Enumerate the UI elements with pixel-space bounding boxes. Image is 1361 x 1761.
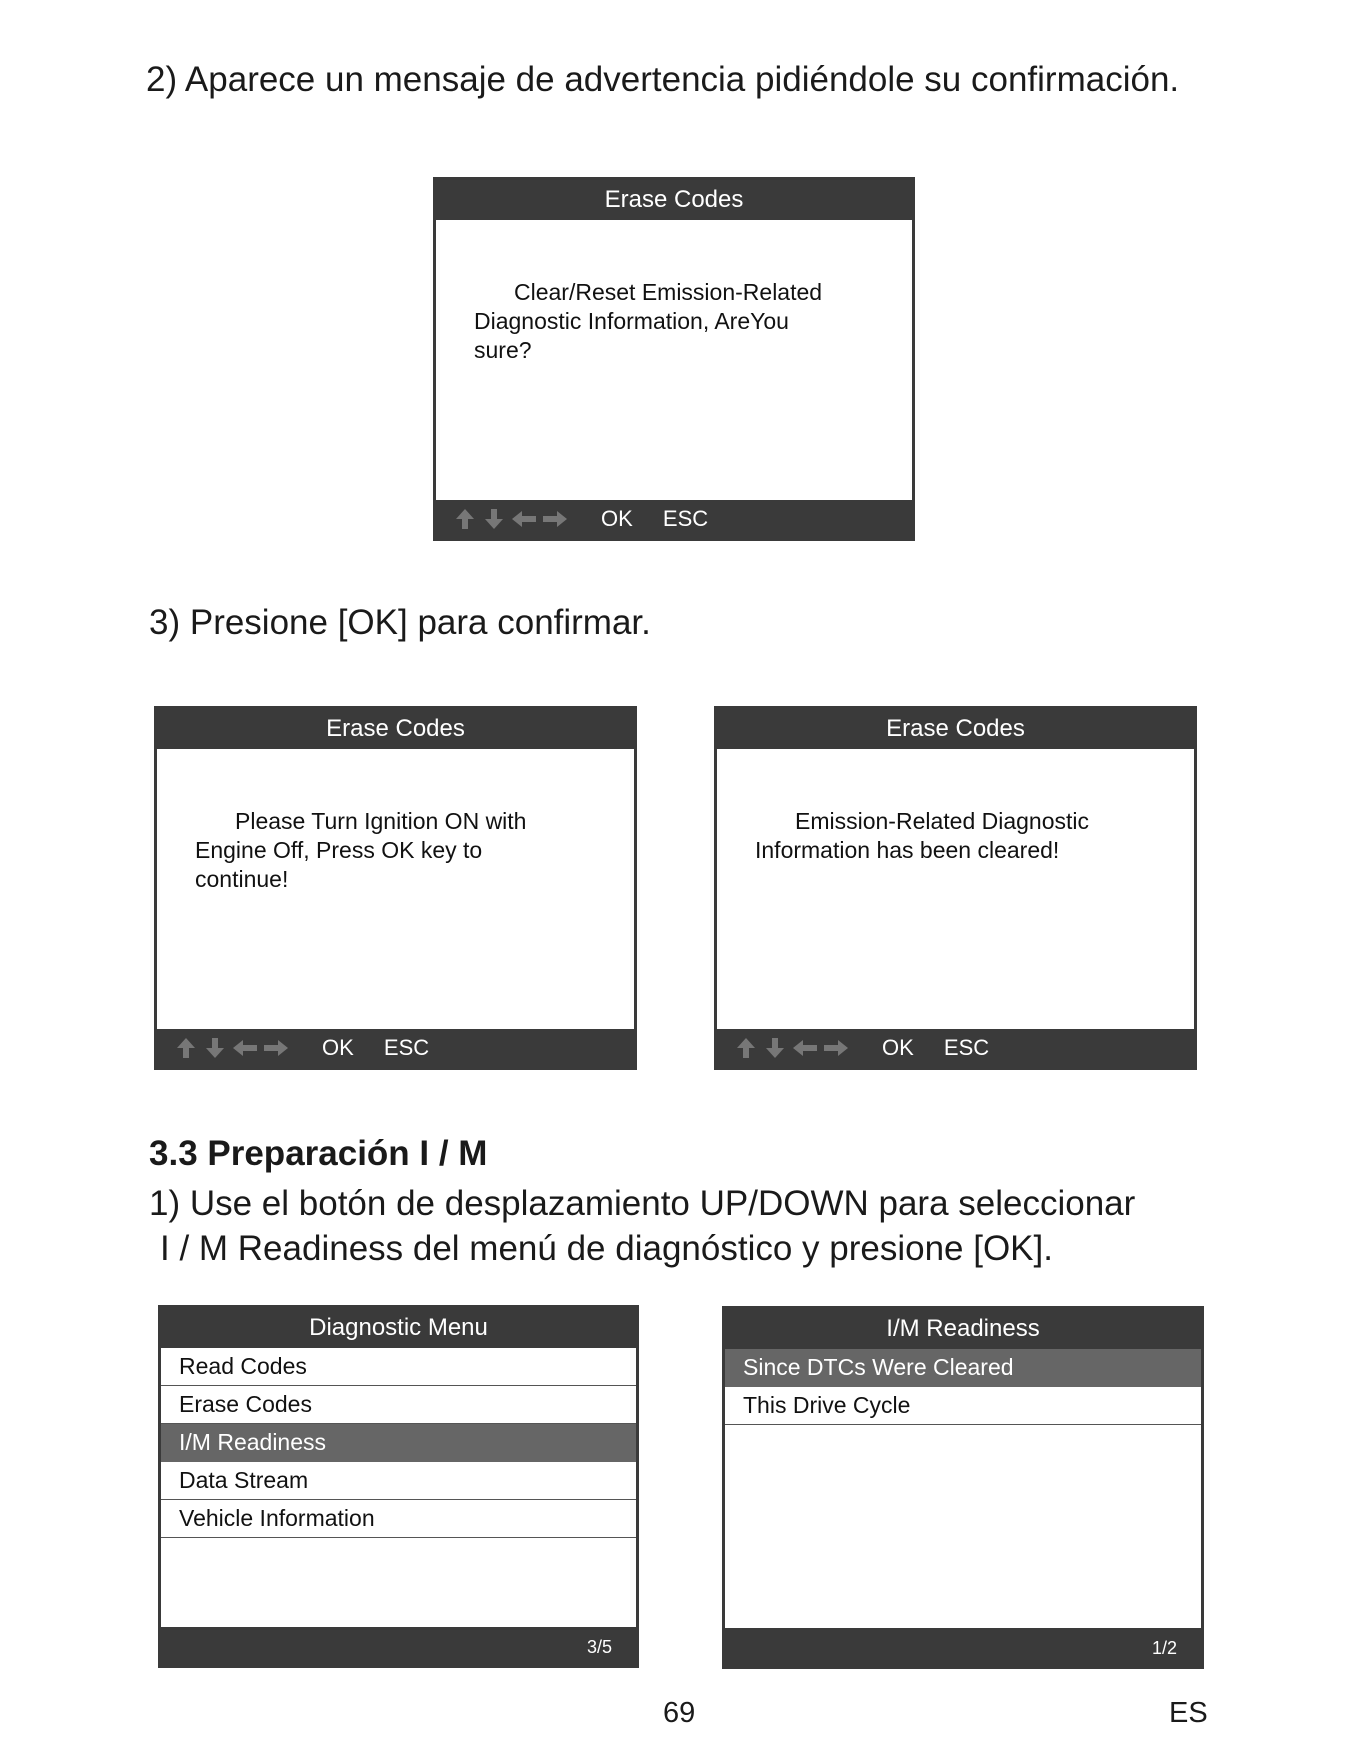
esc-key[interactable]: ESC: [383, 1035, 430, 1060]
menu-item-im-readiness[interactable]: I/M Readiness: [161, 1424, 636, 1462]
menu-item-data-stream[interactable]: Data Stream: [161, 1462, 636, 1500]
screen-footer: [717, 1029, 1194, 1067]
step-3-text: 3) Presione [OK] para confirmar.: [149, 603, 651, 642]
menu-item-erase-codes[interactable]: Erase Codes: [161, 1386, 636, 1424]
esc-key[interactable]: ESC: [943, 1035, 990, 1060]
step-2-text: 2) Aparece un mensaje de advertencia pidiéndole su confirmación.: [146, 60, 1180, 99]
arrow-up-icon[interactable]: [733, 1036, 759, 1060]
page-indicator: 3/5: [586, 1637, 612, 1657]
message-line: sure?: [474, 337, 532, 363]
menu-item-this-drive-cycle[interactable]: This Drive Cycle: [725, 1387, 1201, 1425]
arrow-up-icon[interactable]: [452, 507, 478, 531]
screen-footer: [161, 1627, 636, 1665]
screen-footer: [725, 1628, 1201, 1666]
diagnostic-menu-screen: [158, 1305, 639, 1668]
ok-key[interactable]: OK: [882, 1035, 914, 1060]
screen-title: I/M Readiness: [886, 1315, 1040, 1342]
screen-footer: [436, 500, 912, 538]
message-line: Engine Off, Press OK key to: [195, 837, 483, 863]
arrow-right-icon[interactable]: [822, 1036, 850, 1060]
message-line: Emission-Related Diagnostic: [795, 808, 1090, 834]
nav-arrows: [733, 1036, 850, 1060]
ignition-on-screen: [154, 706, 637, 1070]
screen-body: [436, 220, 912, 500]
nav-arrows: [173, 1036, 290, 1060]
menu-item-vehicle-information[interactable]: Vehicle Information: [161, 1500, 636, 1538]
arrow-down-icon[interactable]: [481, 507, 507, 531]
erase-codes-confirm-screen: [433, 177, 915, 541]
menu-list: [161, 1348, 636, 1627]
ok-key[interactable]: OK: [322, 1035, 354, 1060]
message-line: continue!: [195, 866, 289, 892]
arrow-left-icon[interactable]: [791, 1036, 819, 1060]
message-line: Information has been cleared!: [755, 837, 1060, 863]
ignition-message: [195, 807, 604, 894]
screen-title: Erase Codes: [604, 186, 744, 213]
step-1-line-1: 1) Use el botón de desplazamiento UP/DOWN para seleccionar: [149, 1184, 1136, 1223]
menu-item-read-codes[interactable]: Read Codes: [161, 1348, 636, 1386]
esc-key[interactable]: ESC: [662, 506, 709, 531]
screen-footer: [157, 1029, 634, 1067]
message-line: Please Turn Ignition ON with: [235, 808, 527, 834]
message-line: Diagnostic Information, AreYou: [474, 308, 789, 334]
arrow-down-icon[interactable]: [762, 1036, 788, 1060]
arrow-up-icon[interactable]: [173, 1036, 199, 1060]
nav-arrows: [452, 507, 569, 531]
screen-body: [157, 749, 634, 1029]
im-readiness-screen: [722, 1306, 1204, 1669]
page-indicator: 1/2: [1151, 1638, 1177, 1658]
page-number: 69: [663, 1697, 696, 1729]
screen-title: Erase Codes: [326, 715, 465, 742]
arrow-left-icon[interactable]: [231, 1036, 259, 1060]
arrow-right-icon[interactable]: [541, 507, 569, 531]
arrow-right-icon[interactable]: [262, 1036, 290, 1060]
arrow-left-icon[interactable]: [510, 507, 538, 531]
cleared-message: [755, 807, 1164, 865]
menu-item-since-dtcs-cleared[interactable]: Since DTCs Were Cleared: [725, 1349, 1201, 1387]
codes-cleared-screen: [714, 706, 1197, 1070]
message-line: Clear/Reset Emission-Related: [514, 279, 823, 305]
ok-key[interactable]: OK: [601, 506, 633, 531]
screen-title: Erase Codes: [886, 715, 1025, 742]
confirm-message: [474, 278, 882, 365]
screen-title: Diagnostic Menu: [309, 1314, 488, 1341]
step-1-line-2: I / M Readiness del menú de diagnóstico y presione [OK].: [160, 1229, 1053, 1268]
arrow-down-icon[interactable]: [202, 1036, 228, 1060]
language-code: ES: [1169, 1697, 1208, 1729]
section-title: 3.3 Preparación I / M: [149, 1134, 488, 1173]
readiness-list: [725, 1349, 1201, 1628]
screen-body: [717, 749, 1194, 1029]
